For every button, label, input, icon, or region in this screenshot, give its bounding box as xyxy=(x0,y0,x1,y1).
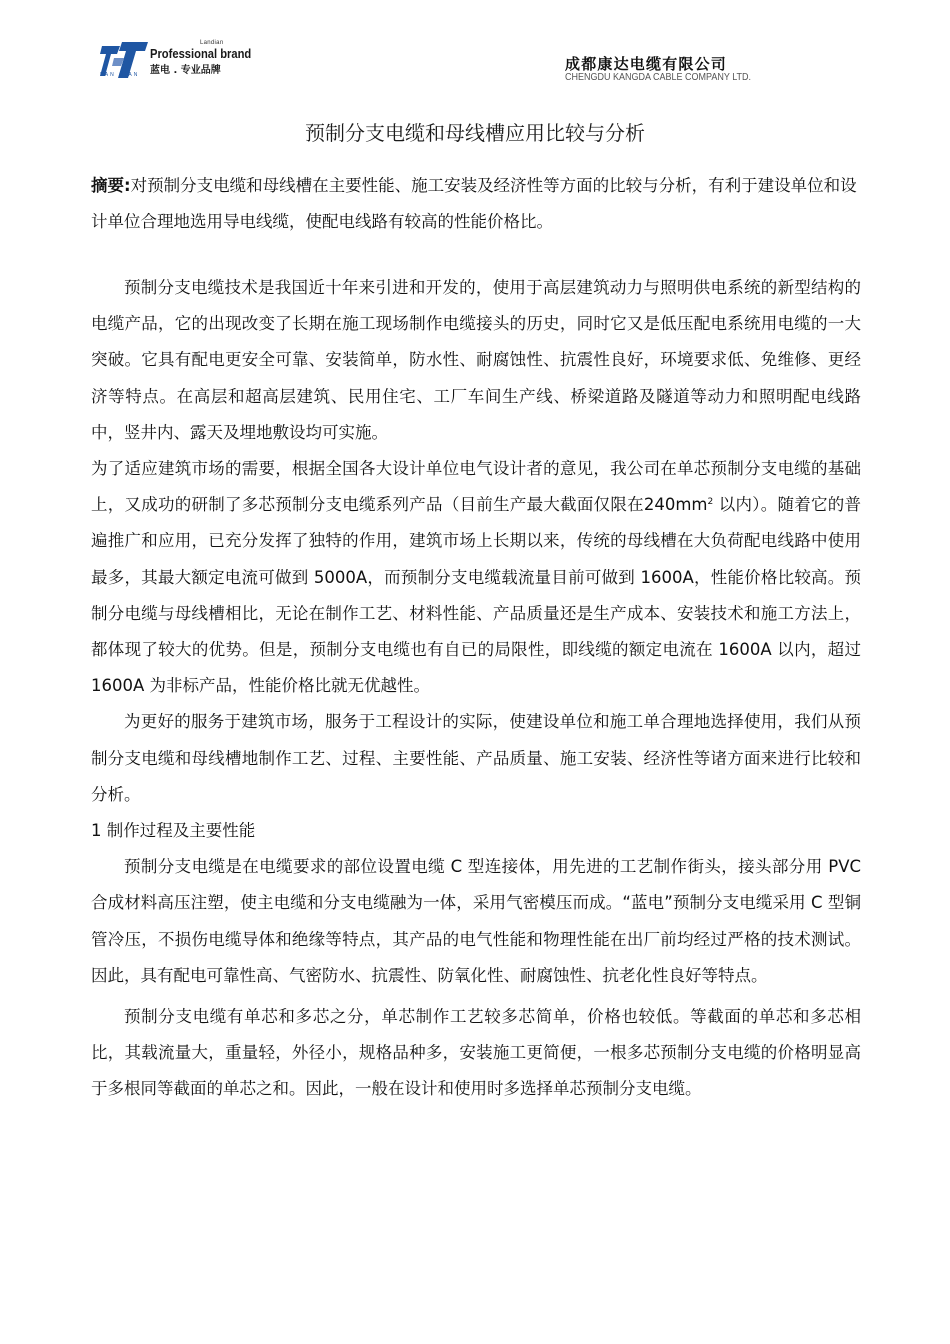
company-name-cn: 成都康达电缆有限公司 xyxy=(565,55,728,73)
abstract-label: 摘要: xyxy=(91,176,131,195)
document-body xyxy=(91,270,861,1108)
logo-slogan-text: 蓝电 . 专业品牌 xyxy=(150,65,221,76)
page-header xyxy=(0,0,950,100)
superscript-2: 2 xyxy=(707,497,714,508)
document-title: 预制分支电缆和母线槽应用比较与分析 xyxy=(305,121,645,145)
logo-lanqian-text: LAN QIAN xyxy=(100,72,140,78)
paragraph-4: 预制分支电缆是在电缆要求的部位设置电缆 C 型连接体，用先进的工艺制作街头，接头部分用 PVC 合成材料高压注塑，使主电缆和分支电缆融为一体，采用气密模压而成。“蓝电”预制分支电缆采用 C 型铜管冷压，不损伤电缆导体和绝缘等特点，其产品的电气性能和物理性能在出厂前均经过严格的技术测试。因此，具有配电可靠性高、气密防水、抗震性、防氧化性、耐腐蚀性、抗老化性良好等特点。 xyxy=(91,857,861,985)
section-1-heading: 1 制作过程及主要性能 xyxy=(91,821,256,841)
logo-landian-text: Landian xyxy=(200,40,224,46)
logo-brand-text: Professional brand xyxy=(150,46,252,61)
abstract xyxy=(91,168,861,240)
company-name-en: CHENGDU KANGDA CABLE COMPANY LTD. xyxy=(565,72,752,83)
paragraph-3: 为更好的服务于建筑市场，服务于工程设计的实际，使建设单位和施工单合理地选择使用，我们从预制分支电缆和母线槽地制作工艺、过程、主要性能、产品质量、施工安装、经济性等诸方面来进行比较和分析。 xyxy=(91,712,861,804)
paragraph-2-text-a: 为了适应建筑市场的需要，根据全国各大设计单位电气设计者的意见，我公司在单芯预制分支电缆的基础上，又成功的研制了多芯预制分支电缆系列产品（目前生产最大截面仅限在240mm xyxy=(91,459,861,515)
paragraph-2 xyxy=(91,451,861,704)
paragraph-5: 预制分支电缆有单芯和多芯之分，单芯制作工艺较多芯简单，价格也较低。等截面的单芯和多芯相比，其载流量大，重量轻，外径小，规格品种多，安装施工更简便，一根多芯预制分支电缆的价格明显高于多根同等截面的单芯之和。因此，一般在设计和使用时多选择单芯预制分支电缆。 xyxy=(91,1007,861,1099)
paragraph-1: 预制分支电缆技术是我国近十年来引进和开发的，使用于高层建筑动力与照明供电系统的新型结构的电缆产品，它的出现改变了长期在施工现场制作电缆接头的历史，同时它又是低压配电系统用电缆的一大突破。它具有配电更安全可靠、安装简单，防水性、耐腐蚀性、抗震性良好，环境要求低、免维修、更经济等特点。在高层和超高层建筑、民用住宅、工厂车间生产线、桥梁道路及隧道等动力和照明配电线路中，竖井内、露天及埋地敷设均可实施。 xyxy=(91,278,861,442)
paragraph-2-text-b: 以内）。随着它的普遍推广和应用，已充分发挥了独特的作用，建筑市场上长期以来，传统的母线槽在大负荷配电线路中使用最多，其最大额定电流可做到 5000A，而预制分支电缆载流量目前可做到 1600A，性能价格比较高。预制分电缆与母线槽相比，无论在制作工艺、材料性能、产品质量还是生产成本、安装技术和施工方法上，都体现了较大的优势。但是，预制分支电缆也有自已的局限性，即线缆的额定电流在 1600A 以内，超过 1600A 为非标产品，性能价格比就无优越性。 xyxy=(91,495,862,696)
abstract-text: 对预制分支电缆和母线槽在主要性能、施工安装及经济性等方面的比较与分析，有利于建设单位和设计单位合理地选用导电线缆，使配电线路有较高的性能价格比。 xyxy=(91,176,857,231)
